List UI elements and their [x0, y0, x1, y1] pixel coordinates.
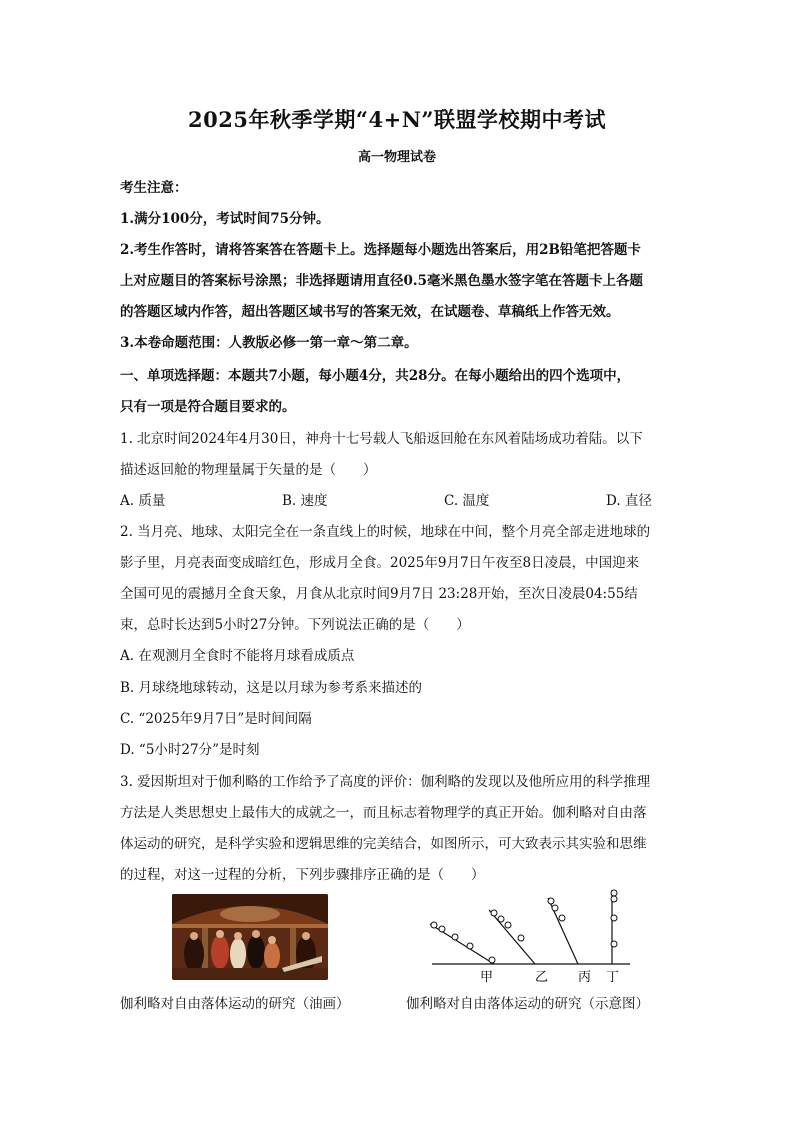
ball: [491, 910, 497, 916]
label-ding: 丁: [606, 970, 620, 984]
question-2-text: 全国可见的震撼月全食天象，月食从北京时间9月7日 23:28开始，至次日凌晨04:55结: [120, 586, 638, 602]
question-3-text: 的过程，对这一过程的分析，下列步骤排序正确的是（ ）: [120, 867, 485, 883]
label-jia: 甲: [480, 970, 494, 984]
notice-item: 上对应题目的答案标号涂黑；非选择题请用直径0.5毫米黑色墨水签字笔在答题卡上各题: [120, 273, 643, 289]
option-a: A. 质量: [120, 493, 166, 509]
question-3-text: 体运动的研究，是科学实验和逻辑思维的完美结合，如图所示，可大致表示其实验和思维: [120, 836, 647, 852]
notice-item: 的答题区域内作答，超出答题区域书写的答案无效，在试题卷、草稿纸上作答无效。: [120, 304, 620, 320]
inclined-plane-diagram: [428, 884, 634, 984]
ball: [611, 890, 617, 896]
question-2-text: 2. 当月亮、地球、太阳完全在一条直线上的时候，地球在中间，整个月亮全部走进地球的: [120, 524, 651, 540]
ball: [431, 922, 437, 928]
option-d: D. “5小时27分”是时刻: [120, 742, 260, 758]
page-title: 2025年秋季学期“4+N”联盟学校期中考试: [187, 107, 606, 132]
option-c: C. “2025年9月7日”是时间间隔: [120, 711, 312, 727]
notice-item: 3.本卷命题范围：人教版必修一第一章～第二章。: [120, 335, 418, 351]
ball: [611, 915, 617, 921]
option-a: A. 在观测月全食时不能将月球看成质点: [120, 648, 355, 664]
ball: [518, 935, 524, 941]
ball: [559, 915, 565, 921]
ball: [548, 898, 554, 904]
option-b: B. 月球绕地球转动，这是以月球为参考系来描述的: [120, 680, 423, 696]
question-1-text: 描述返回舱的物理量属于矢量的是（ ）: [120, 462, 377, 478]
question-2-text: 束，总时长达到5小时27分钟。下列说法正确的是（ ）: [120, 617, 470, 633]
ball: [439, 926, 445, 932]
label-bing: 丙: [578, 970, 592, 984]
page-subtitle: 高一物理试卷: [357, 150, 436, 165]
question-2-text: 影子里，月亮表面变成暗红色，形成月全食。2025年9月7日午夜至8日凌晨，中国迎来: [120, 555, 640, 571]
ball: [452, 934, 458, 940]
galileo-painting-image: [172, 894, 328, 980]
ball: [552, 905, 558, 911]
ball: [498, 916, 504, 922]
ball: [611, 941, 617, 947]
figure-caption-right: 伽利略对自由落体运动的研究（示意图）: [406, 996, 649, 1012]
notice-heading: 考生注意：: [120, 180, 188, 196]
ball: [611, 896, 617, 902]
option-c: C. 温度: [444, 493, 490, 509]
notice-item: 2.考生作答时，请将答案答在答题卡上。选择题每小题选出答案后，用2B铅笔把答题卡: [120, 242, 641, 258]
question-3-text: 方法是人类思想史上最伟大的成就之一，而且标志着物理学的真正开始。伽利略对自由落: [120, 805, 647, 821]
question-3-text: 3. 爱因斯坦对于伽利略的工作给予了高度的评价：伽利略的发现以及他所应用的科学推理: [120, 774, 651, 790]
label-yi: 乙: [535, 970, 549, 984]
option-d: D. 直径: [606, 493, 652, 509]
ball: [467, 943, 473, 949]
option-b: B. 速度: [282, 493, 328, 509]
incline-yi: [489, 910, 535, 964]
ball: [489, 957, 495, 963]
section-heading: 一、单项选择题：本题共7小题，每小题4分，共28分。在每小题给出的四个选项中，: [120, 368, 631, 384]
ball: [505, 922, 511, 928]
section-heading: 只有一项是符合题目要求的。: [120, 399, 296, 415]
notice-item: 1.满分100分，考试时间75分钟。: [120, 211, 330, 227]
figure-caption-left: 伽利略对自由落体运动的研究（油画）: [120, 996, 350, 1012]
question-1-text: 1. 北京时间2024年4月30日，神舟十七号载人飞船返回舱在东风着陆场成功着陆。以下: [120, 431, 643, 447]
